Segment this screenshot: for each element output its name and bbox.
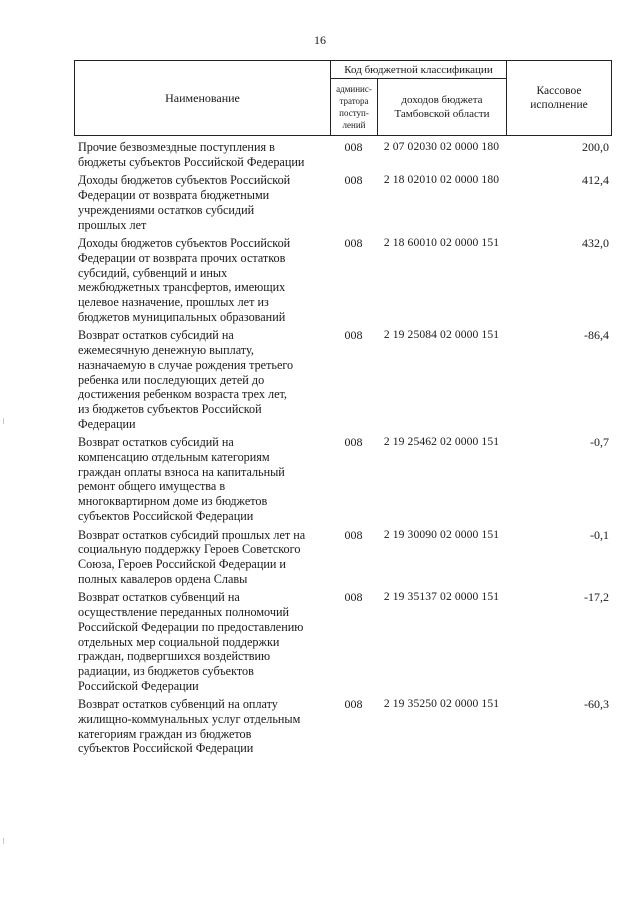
row-cash-amount: -60,3 bbox=[584, 697, 609, 712]
header-income-line: Тамбовской области bbox=[394, 108, 490, 120]
row-name-line: радиации, из бюджетов субъектов bbox=[78, 663, 254, 678]
row-name-line: Федерации от возврата прочих остатков bbox=[78, 250, 286, 265]
row-name-line: жилищно-коммунальных услуг отдельным bbox=[78, 712, 301, 727]
row-name-line: компенсацию отдельным категориям bbox=[78, 450, 270, 465]
table-row bbox=[74, 140, 612, 169]
header-code-group-text: Код бюджетной классификации bbox=[344, 63, 493, 76]
row-name-line: межбюджетных трансфертов, имеющих bbox=[78, 280, 286, 295]
column-group-classification-code bbox=[331, 61, 507, 79]
row-name-line: субсидий, субвенций и иных bbox=[78, 265, 228, 280]
row-income-code: 2 07 02030 02 0000 180 bbox=[383, 140, 500, 153]
row-name-line: категориям граждан из бюджетов bbox=[78, 726, 252, 741]
row-name-line: ребенка или последующих детей до bbox=[78, 372, 265, 387]
table-row bbox=[74, 328, 612, 431]
row-name-line: граждан оплаты взноса на капитальный bbox=[78, 464, 285, 479]
row-name-line: целевое назначение, прошлых лет из bbox=[78, 295, 269, 310]
row-name bbox=[74, 328, 318, 431]
column-header-income-code bbox=[378, 79, 507, 135]
row-admin-code: 008 bbox=[344, 328, 363, 343]
header-admin-line: поступ- bbox=[339, 108, 369, 118]
row-name-line: Доходы бюджетов субъектов Российской bbox=[78, 236, 291, 251]
row-admin-code: 008 bbox=[344, 236, 363, 251]
row-name-line: граждан, подвергшихся воздействию bbox=[78, 649, 271, 664]
row-admin-code: 008 bbox=[344, 697, 363, 712]
row-admin-code: 008 bbox=[344, 527, 363, 542]
row-name-line: осуществление переданных полномочий bbox=[78, 605, 290, 620]
column-header-administrator bbox=[331, 79, 378, 135]
row-name bbox=[74, 236, 318, 324]
row-name-line: ежемесячную денежную выплату, bbox=[78, 343, 254, 358]
row-name bbox=[74, 435, 318, 523]
header-cash-line: исполнение bbox=[530, 99, 588, 111]
row-income-code: 2 19 35137 02 0000 151 bbox=[383, 590, 500, 604]
row-name-line: социальную поддержку Героев Советского bbox=[78, 542, 301, 557]
row-name-line: отдельных мер социальной поддержки bbox=[78, 634, 280, 649]
header-income-line: доходов бюджета bbox=[401, 94, 483, 106]
row-cash-amount: 432,0 bbox=[582, 236, 609, 251]
row-name-line: Доходы бюджетов субъектов Российской bbox=[78, 173, 291, 188]
row-name-line: ремонт общего имущества в bbox=[78, 479, 226, 494]
row-name-line: Федерации bbox=[78, 416, 136, 431]
row-name bbox=[74, 697, 318, 756]
row-name-line: многоквартирном доме из бюджетов bbox=[78, 494, 268, 509]
column-header-name bbox=[75, 61, 331, 135]
row-name-line: полных кавалеров ордена Славы bbox=[78, 571, 248, 586]
row-admin-code: 008 bbox=[344, 590, 363, 605]
row-name-line: Российской Федерации bbox=[78, 678, 199, 693]
row-cash-amount: -17,2 bbox=[584, 590, 609, 605]
row-name-line: прошлых лет bbox=[78, 217, 147, 232]
row-income-code: 2 19 25084 02 0000 151 bbox=[383, 328, 500, 342]
row-name-line: назначаемую в случае рождения третьего bbox=[78, 357, 294, 372]
row-income-code: 2 19 30090 02 0000 151 bbox=[383, 527, 500, 541]
header-admin-line: лений bbox=[342, 120, 366, 130]
row-income-code: 2 18 60010 02 0000 151 bbox=[383, 236, 500, 250]
row-name-line: Возврат остатков субсидий на bbox=[78, 328, 234, 343]
header-admin-line: тратора bbox=[339, 96, 369, 106]
row-name-line: учреждениями остатков субсидий bbox=[78, 202, 255, 217]
row-name-line: Возврат остатков субвенций на оплату bbox=[78, 697, 278, 712]
row-cash-amount: 412,4 bbox=[582, 173, 609, 188]
table-header bbox=[74, 60, 612, 136]
column-header-cash-execution bbox=[507, 61, 611, 135]
header-name-text: Наименование bbox=[165, 90, 240, 105]
row-name-line: достижения ребенком возраста трех лет, bbox=[78, 387, 287, 402]
table-body bbox=[74, 140, 612, 760]
row-name-line: Возврат остатков субсидий прошлых лет на bbox=[78, 527, 306, 542]
row-name-line: бюджетов муниципальных образований bbox=[78, 309, 286, 324]
table-row bbox=[74, 236, 612, 324]
row-name bbox=[74, 140, 318, 169]
row-name bbox=[74, 528, 318, 587]
row-cash-amount: 200,0 bbox=[582, 140, 609, 154]
table-row bbox=[74, 435, 612, 523]
page-number: 16 bbox=[314, 33, 326, 47]
table-row bbox=[74, 528, 612, 587]
header-cash-line: Кассовое bbox=[536, 85, 582, 97]
row-income-code: 2 19 35250 02 0000 151 bbox=[383, 697, 500, 711]
row-name-line: Возврат остатков субвенций на bbox=[78, 590, 240, 605]
scan-mark bbox=[3, 838, 4, 844]
row-name-line: субъектов Российской Федерации bbox=[78, 508, 254, 523]
row-income-code: 2 18 02010 02 0000 180 bbox=[383, 173, 500, 187]
table-row bbox=[74, 590, 612, 693]
scan-mark bbox=[3, 418, 4, 424]
row-name bbox=[74, 590, 318, 693]
row-admin-code: 008 bbox=[344, 140, 363, 154]
row-name-line: Союза, Героев Российской Федерации и bbox=[78, 556, 286, 571]
row-income-code: 2 19 25462 02 0000 151 bbox=[383, 435, 500, 449]
row-name-line: субъектов Российской Федерации bbox=[78, 741, 254, 756]
row-name-line: Российской Федерации по предоставлению bbox=[78, 619, 304, 634]
row-cash-amount: -0,7 bbox=[590, 435, 609, 450]
row-name-line: бюджеты субъектов Российской Федерации bbox=[78, 154, 305, 169]
row-admin-code: 008 bbox=[344, 173, 363, 188]
row-admin-code: 008 bbox=[344, 435, 363, 450]
row-cash-amount: -86,4 bbox=[584, 328, 609, 343]
row-name-line: Федерации от возврата бюджетными bbox=[78, 188, 270, 203]
table-row bbox=[74, 173, 612, 232]
header-admin-line: админис- bbox=[336, 84, 372, 94]
row-name-line: Прочие безвозмездные поступления в bbox=[78, 140, 275, 154]
row-cash-amount: -0,1 bbox=[590, 527, 609, 542]
table-row bbox=[74, 697, 612, 756]
row-name-line: Возврат остатков субсидий на bbox=[78, 435, 234, 450]
row-name-line: из бюджетов субъектов Российской bbox=[78, 401, 262, 416]
row-name bbox=[74, 173, 318, 232]
